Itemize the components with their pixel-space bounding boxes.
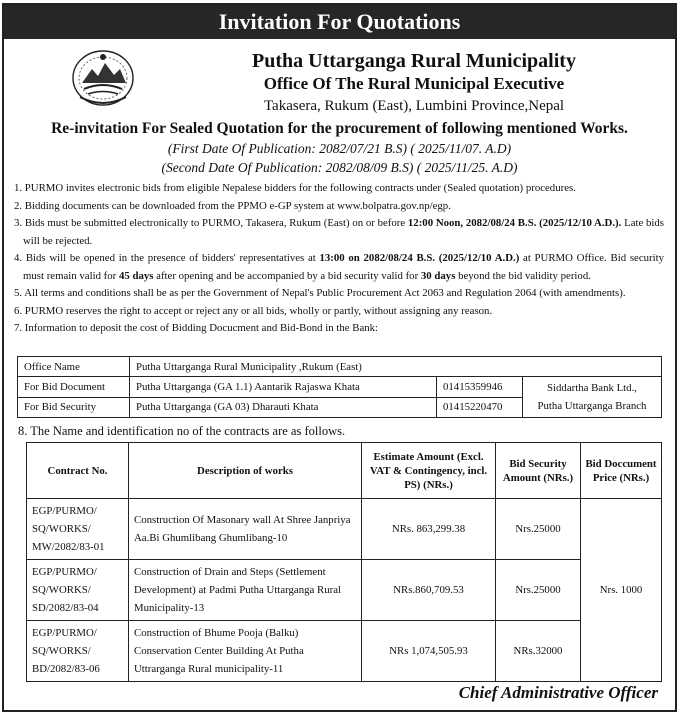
term-4-security-validity: 30 days [420, 269, 456, 282]
term-item-5: 5. All terms and conditions shall be as per the Government of Nepal's Public Procurement Act 2063 and Regulation 2064 (with amendments). [14, 287, 626, 299]
contract-bid-security: Nrs.25000 [496, 560, 581, 621]
term-item-7: 7. Information to deposit the cost of Bidding Docucment and Bid-Bond in the Bank: [14, 322, 379, 334]
contract-no: EGP/PURMO/ SQ/WORKS/ BD/2082/83-06 [27, 621, 129, 682]
term-item-4 [14, 250, 664, 285]
bid-security-account-no: 01415220470 [437, 397, 523, 418]
term-3-late: Late bids will be rejected. [23, 217, 665, 247]
col-description: Description of works [129, 443, 362, 499]
term-item-6: 6. PURMO reserves the right to accept or reject any or all bids, wholly or partly, without assigning any reason. [14, 304, 493, 317]
contract-estimate: NRs 1,074,505.93 [362, 621, 496, 682]
term-item-3 [14, 215, 664, 250]
notice-frame [2, 3, 677, 712]
terms-list [14, 180, 664, 338]
contract-description: Construction of Bhume Pooja (Balku) Conservation Center Building At Putha Uttrarganga Rural municipality-11 [129, 621, 362, 682]
term-4-text-a: 4. Bids will be opened in the presence of bidders' representatives at [14, 252, 320, 264]
signature-title: Chief Administrative Officer [458, 683, 658, 702]
office-name: Office Of The Rural Municipal Executive [263, 74, 565, 93]
first-publication-date: (First Date Of Publication: 2082/07/21 B.S) ( 2025/11/07. A.D) [167, 141, 512, 156]
col-bid-security: Bid Security Amount (NRs.) [496, 443, 581, 499]
reinvitation-title: Re-invitation For Sealed Quotation for the procurement of following mentioned Works. [51, 120, 628, 137]
table-row [27, 621, 662, 682]
bid-security-label: For Bid Security [18, 397, 130, 418]
contract-document-price: Nrs. 1000 [581, 499, 662, 682]
contracts-header-row [27, 443, 662, 499]
contract-bid-security: Nrs.25000 [496, 499, 581, 560]
bid-document-label: For Bid Document [18, 377, 130, 398]
term-4-opening: 13:00 on 2082/08/24 B.S. (2025/12/10 A.D.) [319, 252, 520, 264]
office-address: Takasera, Rukum (East), Lumbini Province,Nepal [263, 98, 565, 114]
term-item-2: 2. Bidding documents can be downloaded from the PPMO e-GP system at www.bolpatra.gov.np/egp. [14, 199, 451, 212]
bid-security-account-name: Putha Uttarganga (GA 03) Dharauti Khata [130, 397, 437, 418]
term-4-text-b: at PURMO Office. Bid security must remain valid for [23, 252, 665, 282]
term-item-1: 1. PURMO invites electronic bids from eligible Nepalese bidders for the following contracts under (Sealed quotation) procedures. [14, 182, 576, 194]
bank-name: Siddartha Bank Ltd., [547, 382, 637, 394]
bank-row-document [18, 377, 662, 398]
contract-bid-security: NRs.32000 [496, 621, 581, 682]
contracts-table [26, 442, 662, 682]
bid-document-account-name: Putha Uttarganga (GA 1.1) Aantarik Rajaswa Khata [130, 377, 437, 398]
contract-estimate: NRs.860,709.53 [362, 560, 496, 621]
contract-estimate: NRs. 863,299.38 [362, 499, 496, 560]
contract-no: EGP/PURMO/ SQ/WORKS/ SD/2082/83-04 [27, 560, 129, 621]
term-4-text-d: beyond the bid validity period. [455, 269, 591, 282]
col-contract-no: Contract No. [27, 443, 129, 499]
nepal-emblem-icon [70, 47, 136, 107]
col-document-price: Bid Doccument Price (NRs.) [581, 443, 662, 499]
col-estimate: Estimate Amount (Excl. VAT & Contingency, incl. PS) (NRs.) [362, 443, 496, 499]
term-4-text-c: after opening and be accompanied by a bid security valid for [153, 269, 421, 282]
bank-row-office [18, 357, 662, 377]
notice-banner: Invitation For Quotations [4, 5, 675, 39]
contract-description: Construction of Drain and Steps (Settlement Development) at Padmi Putha Uttarganga Rural Municipality-13 [129, 560, 362, 621]
office-value: Putha Uttarganga Rural Municipality ,Rukum (East) [130, 357, 662, 377]
bank-info-table [17, 356, 662, 418]
table-row [27, 560, 662, 621]
office-label: Office Name [18, 357, 130, 377]
bank-branch: Putha Uttarganga Branch [537, 400, 647, 412]
second-publication-date: (Second Date Of Publication: 2082/08/09 B.S) ( 2025/11/25. A.D) [161, 160, 518, 175]
table-row [27, 499, 662, 560]
section-8-heading: 8. The Name and identification no of the contracts are as follows. [18, 424, 346, 438]
bank-name-cell [523, 377, 662, 418]
municipality-name: Putha Uttarganga Rural Municipality [252, 50, 576, 72]
term-4-validity: 45 days [118, 269, 154, 282]
contract-description: Construction Of Masonary wall At Shree Janpriya Aa.Bi Ghumlibang Ghumlibang-10 [129, 499, 362, 560]
bid-document-account-no: 01415359946 [437, 377, 523, 398]
term-3-deadline: 12:00 Noon, 2082/08/24 B.S. (2025/12/10 A.D.). [407, 217, 622, 229]
term-3-text: 3. Bids must be submitted electronically to PURMO, Takasera, Rukum (East) on or before [14, 217, 408, 229]
contract-no: EGP/PURMO/ SQ/WORKS/ MW/2082/83-01 [27, 499, 129, 560]
